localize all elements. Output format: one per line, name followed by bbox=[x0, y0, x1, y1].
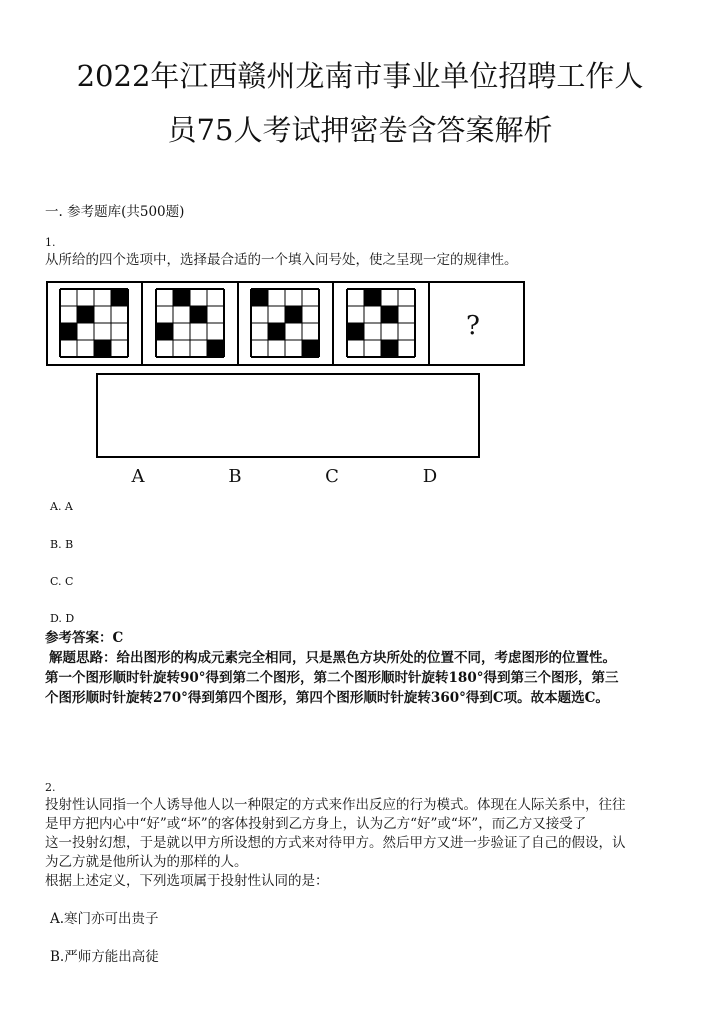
q2-stem-line1: 投射性认同指一个人诱导他人以一种限定的方式来作出反应的行为模式。体现在人际关系中，往往 bbox=[45, 797, 626, 813]
q1-explanation-line3: 个图形顺时针旋转270°得到第四个图形，第四个图形顺时针旋转360°得到C项。故本题选C。 bbox=[45, 690, 609, 706]
section-heading: 一. 参考题库(共500题) bbox=[45, 204, 185, 220]
puzzle-options-row bbox=[96, 373, 480, 458]
q1-option-c[interactable]: C. C bbox=[50, 575, 74, 588]
q1-option-b[interactable]: B. B bbox=[50, 538, 74, 551]
q1-explanation-line1: 解题思路：给出图形的构成元素完全相同，只是黑色方块所处的位置不同，考虑图形的位置性。 bbox=[49, 650, 616, 666]
option-letter-b: B bbox=[228, 466, 242, 487]
q2-stem-line3: 这一投射幻想，于是就以甲方所设想的方式来对待甲方。然后甲方又进一步验证了自己的假设，认 bbox=[45, 835, 626, 851]
q1-answer: 参考答案：C bbox=[45, 630, 124, 646]
q1-number: 1. bbox=[45, 236, 56, 249]
q1-stem: 从所给的四个选项中，选择最合适的一个填入问号处，使之呈现一定的规律性。 bbox=[45, 252, 518, 268]
q2-number: 2. bbox=[45, 781, 56, 794]
option-letter-c: C bbox=[325, 466, 339, 487]
q1-explanation-line2: 第一个图形顺时针旋转90°得到第二个图形，第二个图形顺时针旋转180°得到第三个图形，第三 bbox=[45, 670, 619, 686]
top-grid-2 bbox=[156, 289, 224, 357]
q1-option-a[interactable]: A. A bbox=[50, 500, 73, 513]
q2-stem-line2: 是甲方把内心中“好”或“坏”的客体投射到乙方身上，认为乙方“好”或“坏”，而乙方又接受了 bbox=[45, 816, 587, 832]
q2-stem-line4: 为乙方就是他所认为的那样的人。 bbox=[45, 854, 248, 870]
top-grid-4 bbox=[347, 289, 415, 357]
document-title-line2: 员75人考试押密卷含答案解析 bbox=[167, 113, 553, 147]
q1-option-d[interactable]: D. D bbox=[50, 612, 75, 625]
question-mark: ? bbox=[466, 311, 480, 341]
option-letter-a: A bbox=[131, 466, 145, 487]
q2-stem-line5: 根据上述定义，下列选项属于投射性认同的是： bbox=[45, 873, 329, 889]
q2-option-a[interactable]: A.寒门亦可出贵子 bbox=[50, 911, 159, 927]
document-title-line1: 2022年江西赣州龙南市事业单位招聘工作人 bbox=[76, 59, 644, 93]
q2-option-b[interactable]: B.严师方能出高徒 bbox=[50, 949, 159, 965]
top-grid-1 bbox=[60, 289, 128, 357]
option-letter-d: D bbox=[422, 466, 438, 487]
top-grid-3 bbox=[251, 289, 319, 357]
